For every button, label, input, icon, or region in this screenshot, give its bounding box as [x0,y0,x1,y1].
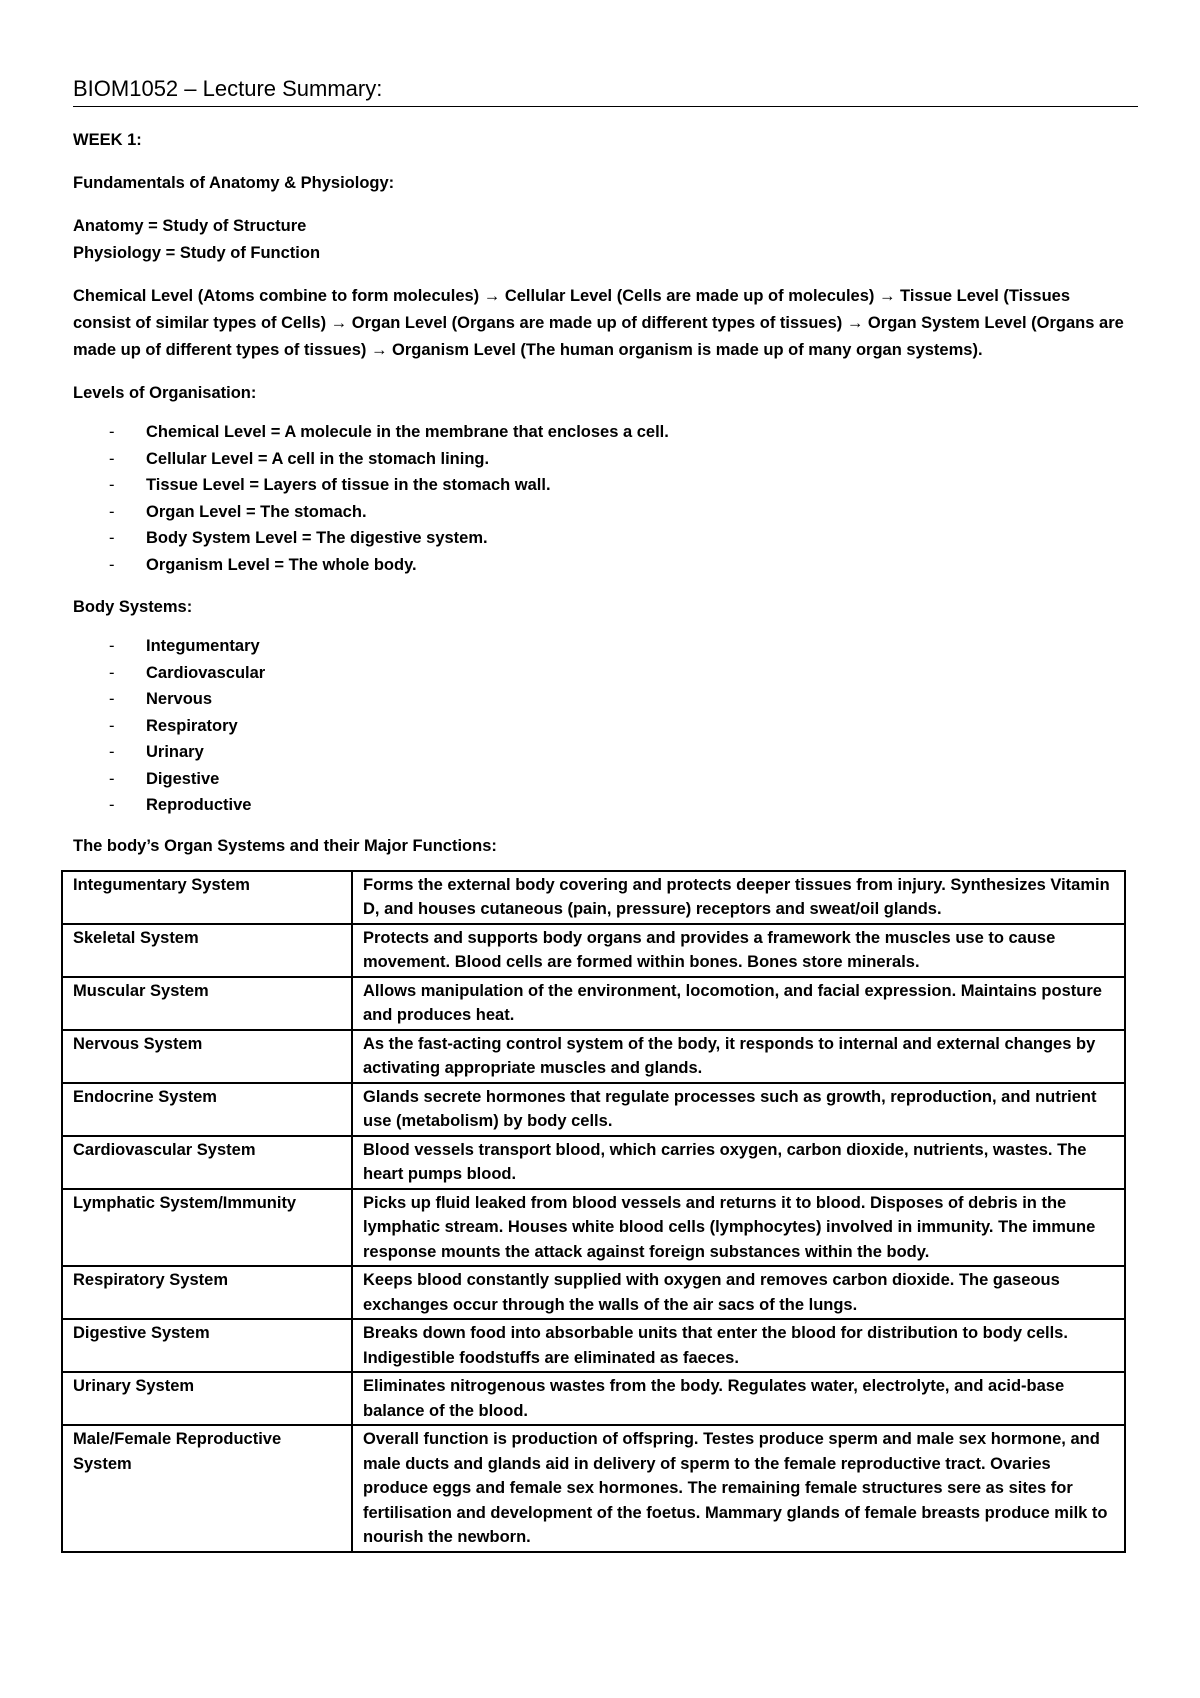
system-name-cell: Nervous System [62,1030,352,1083]
list-item-text: Cardiovascular [146,663,266,682]
list-item-text: Integumentary [146,637,260,655]
list-item-text: Organism Level = The whole body. [146,555,417,574]
table-row [62,1266,1125,1319]
list-item [73,446,1138,473]
system-function-cell: As the fast-acting control system of the body, it responds to internal and external changes by activating appropriate muscles and glands. [352,1030,1125,1083]
levels-chain-paragraph: Chemical Level (Atoms combine to form molecules) → Cellular Level (Cells are made up of molecules) → Tissue Level (Tissues consist of similar types of Cells) → Organ Level (Organs are made up of different types of tissues) → Organ System Level (Organs are made up of different types of tissues) → Organism Level (The human organism is made up of many organ systems). [73,287,1124,359]
dash-bullet: - [109,663,115,682]
levels-list [73,419,1138,578]
system-function-cell: Picks up fluid leaked from blood vessels and returns it to blood. Disposes of debris in the lymphatic stream. Houses white blood cells (lymphocytes) involved in immunity. The immune response mounts the attack against foreign substances within the body. [352,1189,1125,1267]
dash-bullet: - [109,796,115,814]
table-row [62,871,1125,924]
list-item [73,792,1138,819]
dash-bullet: - [109,637,115,655]
dash-bullet: - [109,716,115,735]
dash-bullet: - [109,502,115,521]
system-name-cell: Endocrine System [62,1083,352,1136]
physiology-definition: Physiology = Study of Function [73,244,321,262]
table-row [62,977,1125,1030]
system-function-cell: Protects and supports body organs and provides a framework the muscles use to cause movement. Blood cells are formed within bones. Bones store minerals. [352,924,1125,977]
definitions-block [73,213,1138,267]
table-row [62,1425,1125,1552]
list-item-text: Nervous [146,690,213,708]
dash-bullet: - [109,449,115,468]
system-function-cell: Forms the external body covering and protects deeper tissues from injury. Synthesizes Vitamin D, and houses cutaneous (pain, pressure) receptors and sweat/oil glands. [352,871,1125,924]
system-function-cell: Eliminates nitrogenous wastes from the body. Regulates water, electrolyte, and acid-base balance of the blood. [352,1372,1125,1425]
system-name-cell: Male/Female Reproductive System [62,1425,352,1552]
system-name-cell: Urinary System [62,1372,352,1425]
dash-bullet: - [109,423,115,441]
list-item [73,686,1138,713]
list-item-text: Chemical Level = A molecule in the membrane that encloses a cell. [146,423,669,441]
system-function-cell: Breaks down food into absorbable units that enter the blood for distribution to body cells. Indigestible foodstuffs are eliminated as faeces. [352,1319,1125,1372]
system-name-cell: Cardiovascular System [62,1136,352,1189]
list-item-text: Urinary [146,743,204,761]
list-item-text: Tissue Level = Layers of tissue in the stomach wall. [146,476,551,494]
list-item [73,633,1138,660]
organ-systems-table [61,870,1126,1553]
list-item [73,552,1138,579]
dash-bullet: - [109,690,115,708]
list-item [73,713,1138,740]
table-row [62,924,1125,977]
list-item-text: Body System Level = The digestive system. [146,529,488,547]
table-row [62,1319,1125,1372]
table-row [62,1030,1125,1083]
list-item [73,525,1138,552]
list-item [73,472,1138,499]
system-function-cell: Glands secrete hormones that regulate processes such as growth, reproduction, and nutrient use (metabolism) by body cells. [352,1083,1125,1136]
organ-systems-table-heading: The body’s Organ Systems and their Major Functions: [73,836,497,855]
list-item [73,499,1138,526]
dash-bullet: - [109,529,115,547]
system-name-cell: Muscular System [62,977,352,1030]
table-row [62,1372,1125,1425]
system-name-cell: Lymphatic System/Immunity [62,1189,352,1267]
system-function-cell: Overall function is production of offspring. Testes produce sperm and male sex hormone, and male ducts and glands aid in delivery of sperm to the female reproductive tract. Ovaries produce eggs and female sex hormones. The remaining female structures sere as sites for fertilisation and development of the foetus. Mammary glands of female breasts produce milk to nourish the newborn. [352,1425,1125,1552]
list-item-text: Digestive [146,769,220,788]
body-systems-heading: Body Systems: [73,598,193,616]
system-name-cell: Integumentary System [62,871,352,924]
list-item [73,419,1138,446]
table-row [62,1083,1125,1136]
table-row [62,1136,1125,1189]
document-title: BIOM1052 – Lecture Summary: [73,74,1138,107]
anatomy-definition: Anatomy = Study of Structure [73,217,307,235]
list-item [73,660,1138,687]
fundamentals-heading: Fundamentals of Anatomy & Physiology: [73,174,395,192]
table-row [62,1189,1125,1267]
dash-bullet: - [109,555,115,574]
dash-bullet: - [109,743,115,761]
levels-heading: Levels of Organisation: [73,384,257,402]
list-item-text: Cellular Level = A cell in the stomach lining. [146,449,490,468]
system-function-cell: Allows manipulation of the environment, locomotion, and facial expression. Maintains posture and produces heat. [352,977,1125,1030]
list-item [73,739,1138,766]
dash-bullet: - [109,769,115,788]
list-item-text: Respiratory [146,716,238,735]
system-function-cell: Blood vessels transport blood, which carries oxygen, carbon dioxide, nutrients, wastes. The heart pumps blood. [352,1136,1125,1189]
list-item [73,766,1138,793]
body-systems-list [73,633,1138,819]
list-item-text: Reproductive [146,796,252,814]
system-function-cell: Keeps blood constantly supplied with oxygen and removes carbon dioxide. The gaseous exchanges occur through the walls of the air sacs of the lungs. [352,1266,1125,1319]
dash-bullet: - [109,476,115,494]
system-name-cell: Respiratory System [62,1266,352,1319]
system-name-cell: Skeletal System [62,924,352,977]
week-label: WEEK 1: [73,131,142,149]
system-name-cell: Digestive System [62,1319,352,1372]
list-item-text: Organ Level = The stomach. [146,502,367,521]
